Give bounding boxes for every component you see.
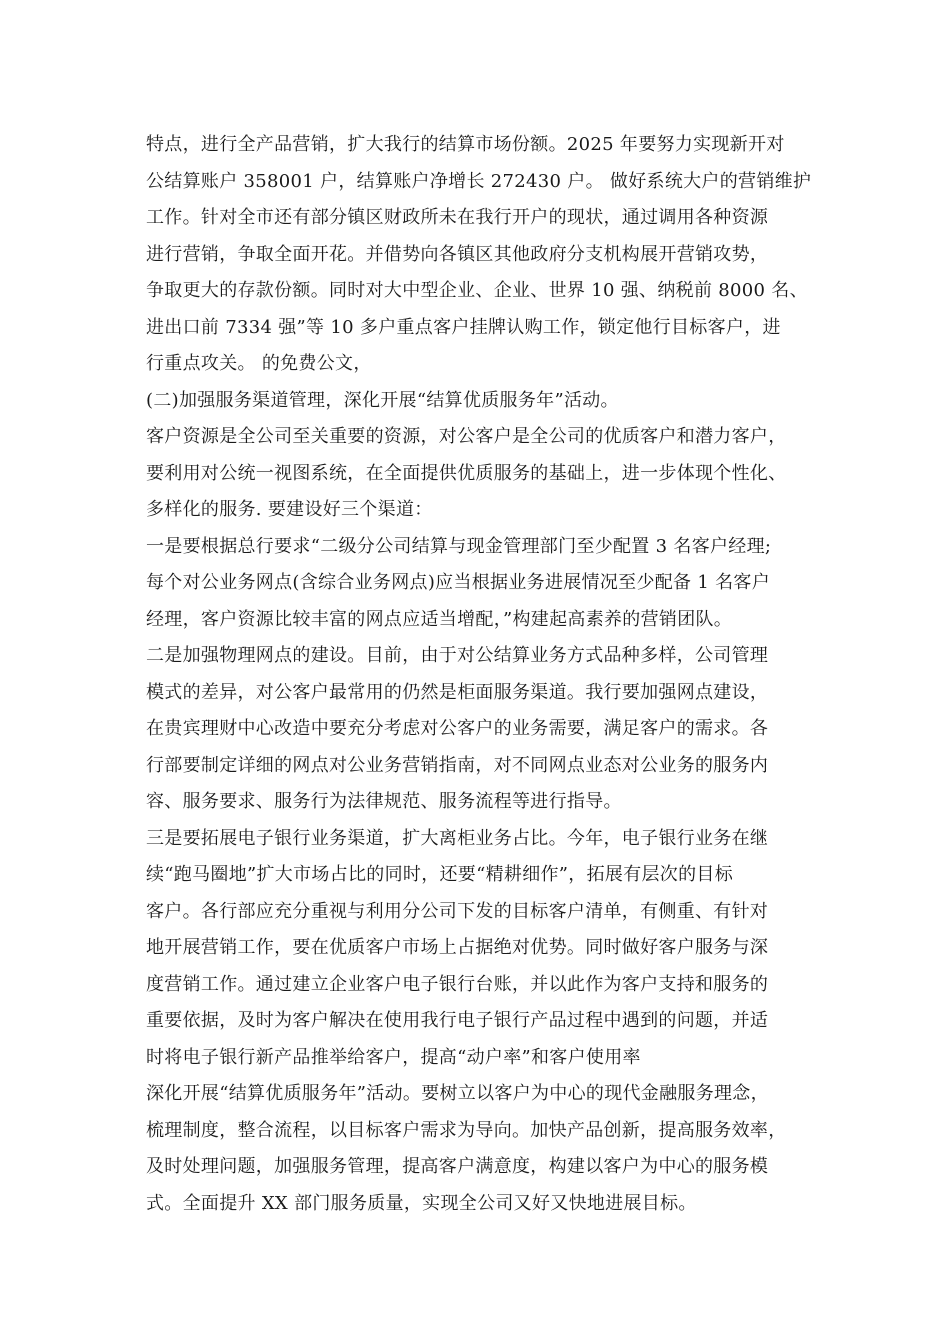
text-line: 续“跑马圈地”扩大市场占比的同时，还要“精耕细作”，拓展有层次的目标 bbox=[146, 864, 734, 885]
text-line: 深化开展“结算优质服务年”活动。要树立以客户为中心的现代金融服务理念， bbox=[146, 1083, 769, 1104]
text-line: 重要依据，及时为客户解决在使用我行电子银行产品过程中遇到的问题，并适 bbox=[146, 1010, 769, 1031]
text-line: 多样化的服务. 要建设好三个渠道： bbox=[146, 499, 433, 520]
text-line: 二是加强物理网点的建设。目前，由于对公结算业务方式品种多样，公司管理 bbox=[146, 645, 769, 666]
text-line: 公结算账户 358001 户，结算账户净增长 272430 户。 做好系统大户的营销维护 bbox=[146, 170, 812, 192]
text-line: 时将电子银行新产品推举给客户，提高“动户率”和客户使用率 bbox=[146, 1046, 641, 1068]
text-line: 行重点攻关。 的免费公文， bbox=[146, 353, 372, 374]
text-line: 特点，进行全产品营销，扩大我行的结算市场份额。2025 年要努力实现新开对 bbox=[146, 134, 785, 155]
text-line: 争取更大的存款份额。同时对大中型企业、企业、世界 10 强、纳税前 8000 名、 bbox=[146, 280, 808, 301]
text-line: 梳理制度，整合流程，以目标客户需求为导向。加快产品创新，提高服务效率， bbox=[146, 1119, 787, 1141]
text-line: 容、服务要求、服务行为法律规范、服务流程等进行指导。 bbox=[146, 791, 622, 812]
text-line: 经理，客户资源比较丰富的网点应适当增配，”构建起高素养的营销团队。 bbox=[146, 608, 733, 630]
text-line: 工作。针对全市还有部分镇区财政所未在我行开户的现状，通过调用各种资源 bbox=[146, 207, 769, 228]
text-line: 客户。各行部应充分重视与利用分公司下发的目标客户清单，有侧重、有针对 bbox=[146, 900, 769, 922]
text-line: 三是要拓展电子银行业务渠道，扩大离柜业务占比。今年，电子银行业务在继 bbox=[146, 827, 769, 849]
text-line: 要利用对公统一视图系统，在全面提供优质服务的基础上，进一步体现个性化、 bbox=[146, 462, 787, 484]
text-line: 度营销工作。通过建立企业客户电子银行台账，并以此作为客户支持和服务的 bbox=[146, 973, 769, 995]
text-line: 行部要制定详细的网点对公业务营销指南，对不同网点业态对公业务的服务内 bbox=[146, 754, 769, 776]
text-line: 及时处理问题，加强服务管理，提高客户满意度，构建以客户为中心的服务模 bbox=[146, 1156, 769, 1177]
text-line: 进行营销，争取全面开花。并借势向各镇区其他政府分支机构展开营销攻势， bbox=[146, 243, 769, 265]
text-line: 进出口前 7334 强”等 10 多户重点客户挂牌认购工作，锁定他行目标客户，进 bbox=[146, 316, 781, 338]
text-line: 一是要根据总行要求“二级分公司结算与现金管理部门至少配置 3 名客户经理; bbox=[146, 535, 772, 557]
text-line: 式。全面提升 XX 部门服务质量，实现全公司又好又快地进展目标。 bbox=[146, 1192, 697, 1214]
text-line: 在贵宾理财中心改造中要充分考虑对公客户的业务需要，满足客户的需求。各 bbox=[146, 718, 769, 739]
text-line: 客户资源是全公司至关重要的资源，对公客户是全公司的优质客户和潜力客户， bbox=[146, 426, 787, 447]
section-heading: (二)加强服务渠道管理，深化开展“结算优质服务年”活动。 bbox=[146, 389, 619, 411]
text-line: 模式的差异，对公客户最常用的仍然是柜面服务渠道。我行要加强网点建设， bbox=[146, 681, 769, 703]
text-line: 每个对公业务网点(含综合业务网点)应当根据业务进展情况至少配备 1 名客户 bbox=[146, 572, 771, 593]
body-text bbox=[146, 127, 826, 1222]
text-line: 地开展营销工作，要在优质客户市场上占据绝对优势。同时做好客户服务与深 bbox=[146, 937, 769, 958]
